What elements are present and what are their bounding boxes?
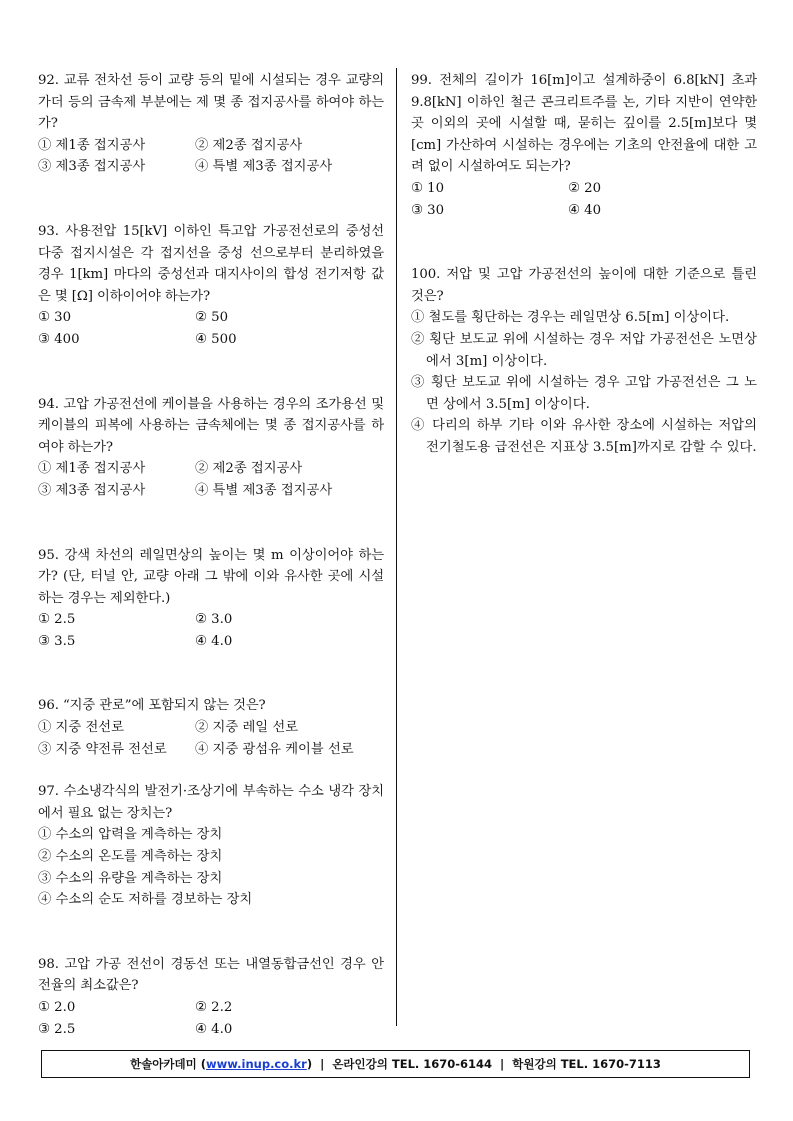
option-3[interactable]: ③ 400 <box>38 331 80 347</box>
question-93 <box>38 221 384 351</box>
question-92 <box>38 70 384 178</box>
option-4[interactable]: ④ 특별 제3종 접지공사 <box>195 159 333 175</box>
option-1[interactable]: ① 2.0 <box>38 1000 76 1015</box>
option-2[interactable]: ② 50 <box>195 310 229 326</box>
option-1[interactable]: ① 철도를 횡단하는 경우는 레일면상 6.5[m] 이상이다. <box>411 310 730 326</box>
option-3[interactable]: ③ 제3종 접지공사 <box>38 482 146 498</box>
option-4[interactable]: ④ 다리의 하부 기타 이와 유사한 장소에 시설하는 저압의 전기철도용 급전선은 지표상 3.5[m]까지로 감할 수 있다. <box>411 418 757 455</box>
option-2[interactable]: ② 3.0 <box>195 612 233 628</box>
option-1[interactable]: ① 제1종 접지공사 <box>38 461 146 477</box>
option-3[interactable]: ③ 수소의 유량을 계측하는 장치 <box>38 870 223 886</box>
option-3[interactable]: ③ 제3종 접지공사 <box>38 159 146 175</box>
question-100 <box>411 264 757 458</box>
option-1[interactable]: ① 10 <box>411 180 445 196</box>
option-2[interactable]: ② 제2종 접지공사 <box>195 461 303 477</box>
website-link[interactable]: www.inup.co.kr <box>206 1057 307 1071</box>
option-4[interactable]: ④ 지중 광섬유 케이블 선로 <box>195 741 354 757</box>
question-stem: 93. 사용전압 15[kV] 이하인 특고압 가공전선로의 중성선 다중 접지시설은 각 접지선을 중성 선으로부터 분리하였을 경우 1[km] 마다의 중성선과 대지사이의 합성 전기저항 값은 몇 [Ω] 이하이어야 하는가? <box>38 223 384 304</box>
option-2[interactable]: ② 횡단 보도교 위에 시설하는 경우 저압 가공전선은 노면상에서 3[m] 이상이다. <box>411 331 757 369</box>
academy-name: 한솔아카데미 ( <box>130 1057 207 1071</box>
option-3[interactable]: ③ 지중 약전류 전선로 <box>38 741 167 757</box>
option-4[interactable]: ④ 특별 제3종 접지공사 <box>195 482 333 498</box>
question-stem: 99. 전체의 길이가 16[m]이고 설계하중이 6.8[kN] 초과 9.8[kN] 이하인 철근 콘크리트주를 논, 기타 지반이 연약한 곳 이외의 곳에 시설할 때, 묻히는 깊이를 2.5[m]보다 몇 [cm] 가산하여 시설하는 경우에는 기초의 안전율에 대한 고려 없이 시설하여도 되는가? <box>411 73 757 175</box>
footer-contact-bar <box>41 1050 750 1078</box>
option-2[interactable]: ② 20 <box>568 180 602 196</box>
option-1[interactable]: ① 지중 전선로 <box>38 720 124 736</box>
option-4[interactable]: ④ 수소의 순도 저하를 경보하는 장치 <box>38 892 253 908</box>
contact-info: ) | 온라인강의 TEL. 1670-6144 | 학원강의 TEL. 1670-7113 <box>306 1057 661 1071</box>
option-4[interactable]: ④ 500 <box>195 331 237 347</box>
option-1[interactable]: ① 30 <box>38 310 72 326</box>
option-3[interactable]: ③ 3.5 <box>38 633 76 649</box>
option-4[interactable]: ④ 4.0 <box>195 1021 233 1037</box>
option-2[interactable]: ② 지중 레일 선로 <box>195 720 299 736</box>
question-96 <box>38 695 384 760</box>
question-stem: 92. 교류 전차선 등이 교량 등의 밑에 시설되는 경우 교량의 가더 등의 금속제 부분에는 제 몇 종 접지공사를 하여야 하는가? <box>38 73 384 132</box>
left-column <box>38 70 384 1040</box>
question-stem: 97. 수소냉각식의 발전기·조상기에 부속하는 수소 냉각 장치에서 필요 없는 장치는? <box>38 784 384 821</box>
option-2[interactable]: ② 제2종 접지공사 <box>195 137 303 153</box>
option-3[interactable]: ③ 2.5 <box>38 1021 76 1037</box>
question-99 <box>411 70 757 221</box>
question-stem: 96. “지중 관로”에 포함되지 않는 것은? <box>38 698 266 714</box>
question-98 <box>38 954 384 1040</box>
question-stem: 98. 고압 가공 전선이 경동선 또는 내열동합금선인 경우 안전율의 최소값은? <box>38 956 384 994</box>
question-97 <box>38 781 384 911</box>
option-1[interactable]: ① 제1종 접지공사 <box>38 137 146 153</box>
question-stem: 100. 저압 및 고압 가공전선의 높이에 대한 기준으로 틀린 것은? <box>411 267 757 304</box>
option-3[interactable]: ③ 횡단 보도교 위에 시설하는 경우 고압 가공전선은 그 노면 상에서 3.5[m] 이상이다. <box>411 375 757 412</box>
option-4[interactable]: ④ 4.0 <box>195 633 233 649</box>
option-4[interactable]: ④ 40 <box>568 202 602 218</box>
question-95 <box>38 545 384 653</box>
right-column <box>411 70 757 459</box>
option-1[interactable]: ① 2.5 <box>38 612 76 628</box>
question-94 <box>38 394 384 502</box>
question-stem: 95. 강색 차선의 레일면상의 높이는 몇 m 이상이어야 하는가? (단, 터널 안, 교량 아래 그 밖에 이와 유사한 곳에 시설하는 경우는 제외한다.) <box>38 547 384 606</box>
option-1[interactable]: ① 수소의 압력을 계측하는 장치 <box>38 827 223 843</box>
option-3[interactable]: ③ 30 <box>411 202 445 218</box>
option-2[interactable]: ② 수소의 온도를 계측하는 장치 <box>38 849 223 865</box>
option-2[interactable]: ② 2.2 <box>195 1000 233 1015</box>
question-stem: 94. 고압 가공전선에 케이블을 사용하는 경우의 조가용선 및 케이블의 피복에 사용하는 금속체에는 몇 종 접지공사를 하여야 하는가? <box>38 396 384 455</box>
column-divider <box>396 68 397 1026</box>
